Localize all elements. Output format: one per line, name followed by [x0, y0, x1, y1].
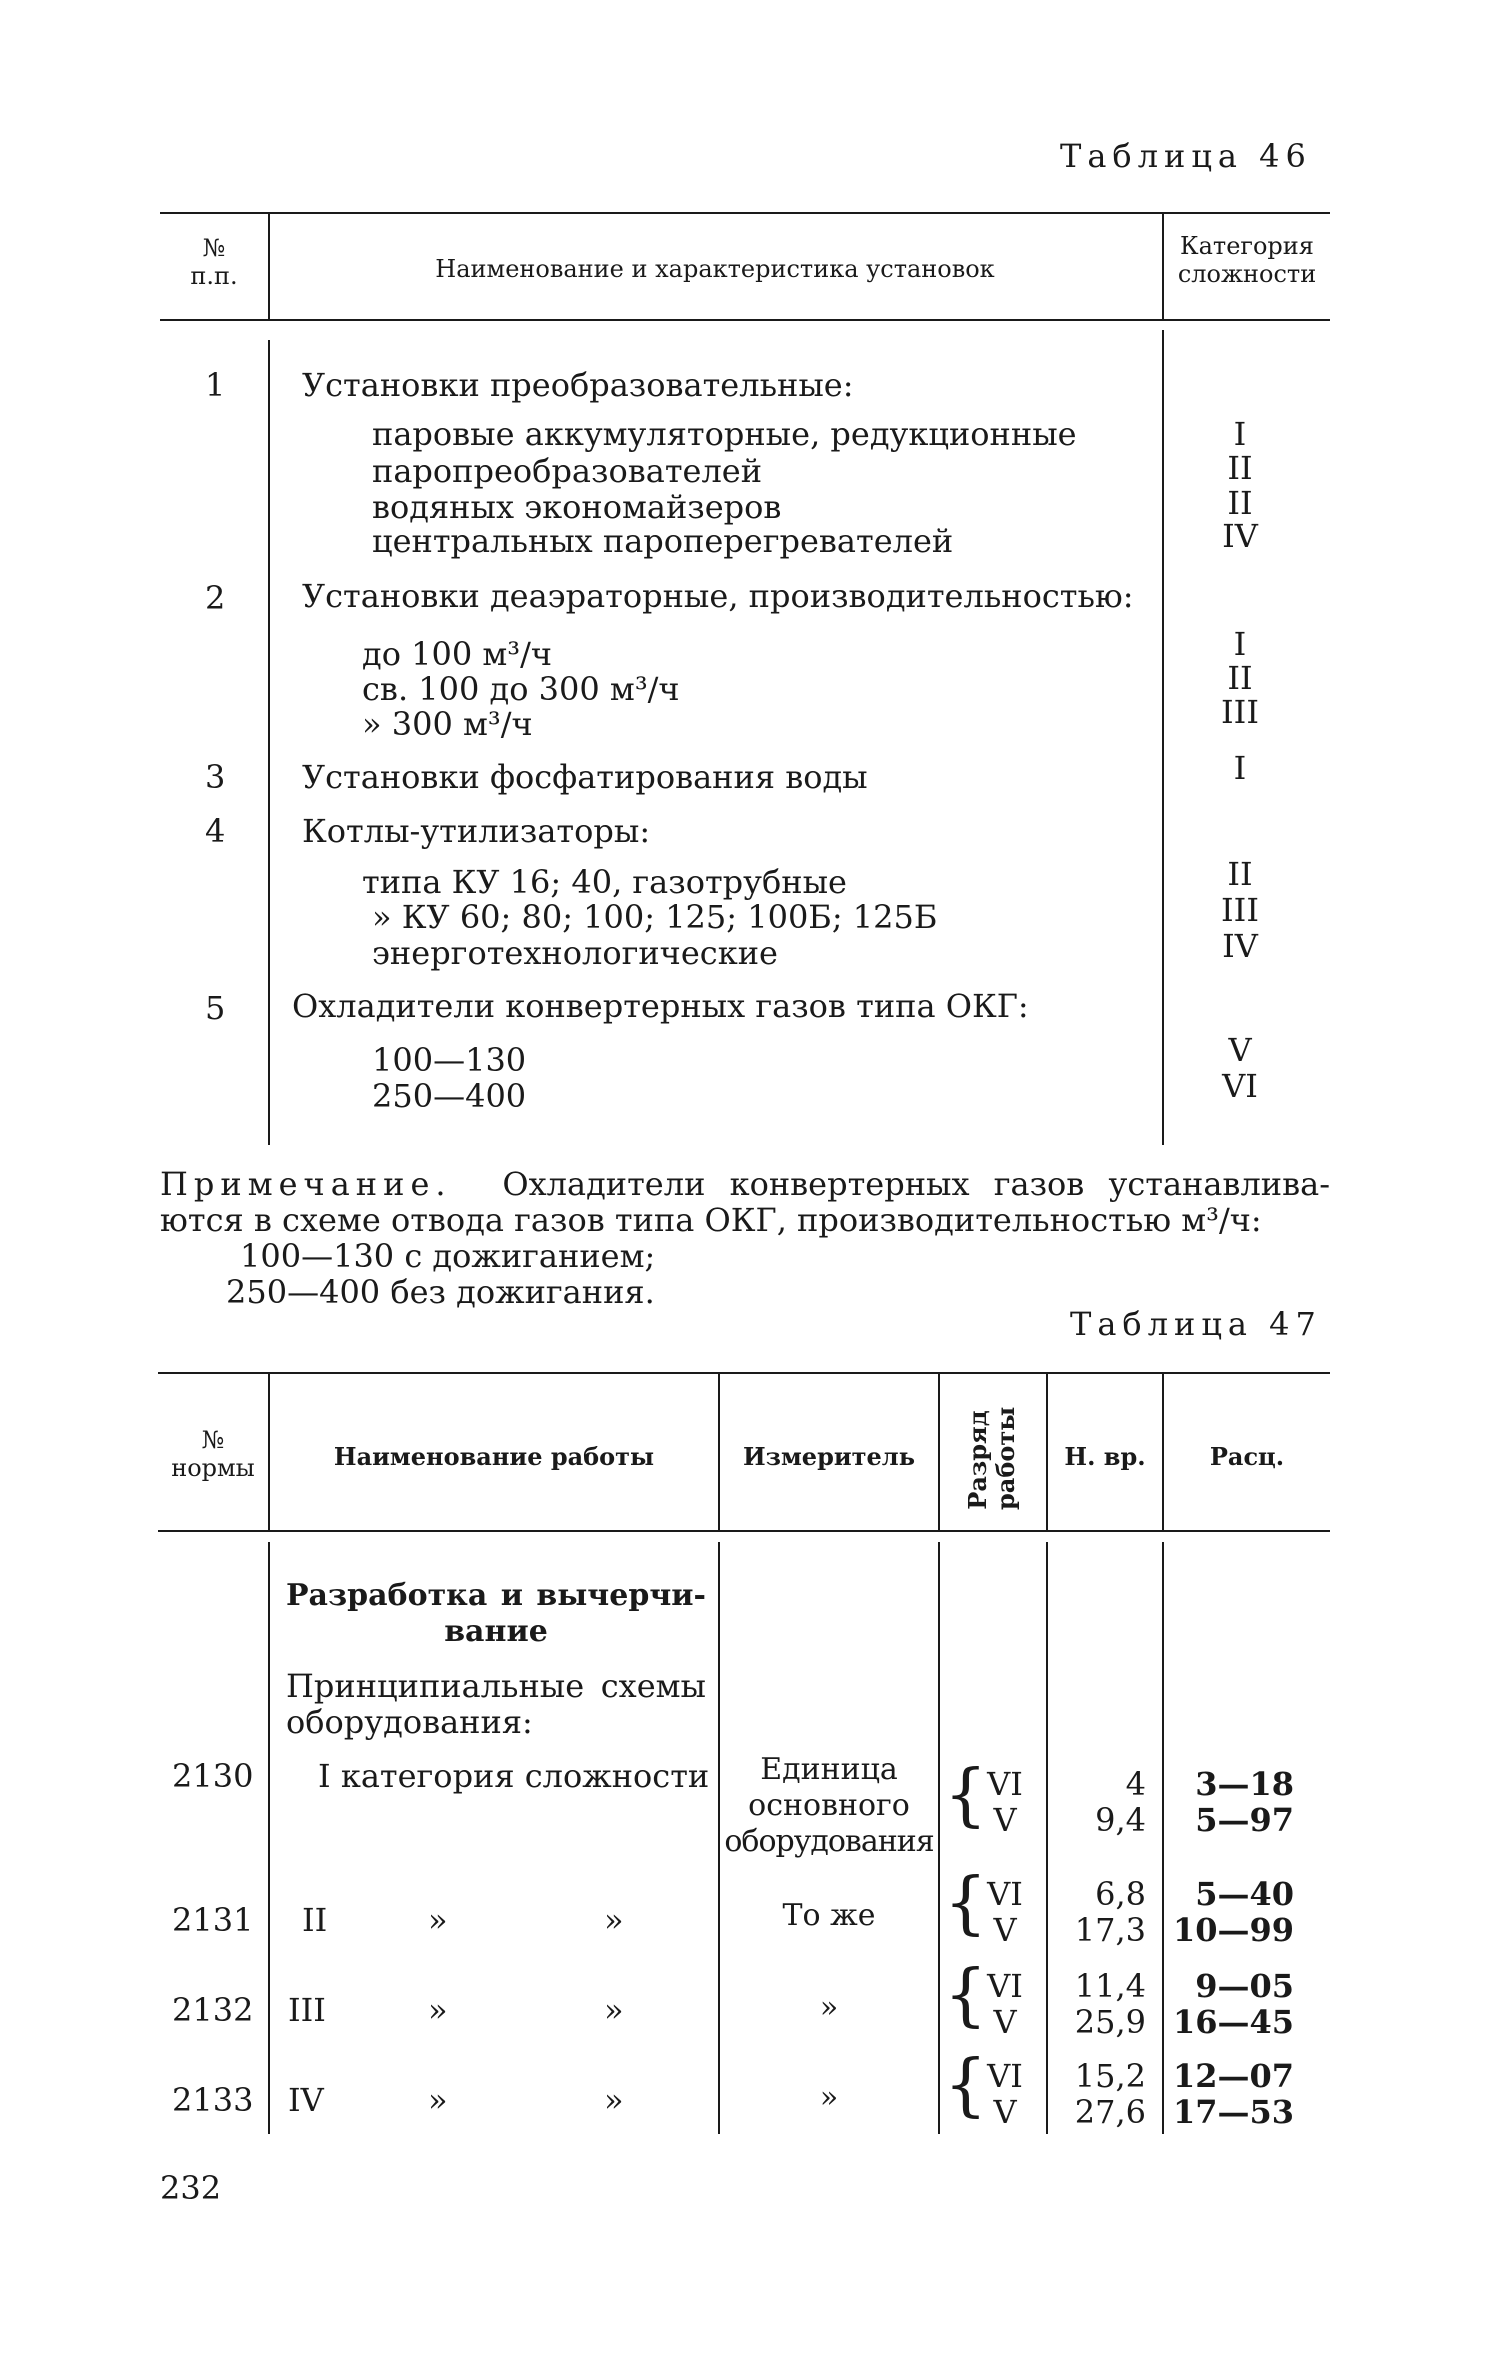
- table-47-row-2133-rate-2: 17—53: [1172, 2093, 1294, 2131]
- table-47-row-2132-unit: »: [819, 1990, 839, 2025]
- table-46-note-line-4: 250—400 без дожигания.: [226, 1273, 655, 1311]
- table-46-row-1-cat-1: I: [1233, 415, 1247, 453]
- table-47-row-2130-rate-2: 5—97: [1195, 1801, 1294, 1839]
- table-46-row-2-item-3: » 300 м³/ч: [362, 705, 533, 743]
- table-47-row-2131-grade-2: V: [993, 1911, 1017, 1949]
- table-46-row-5-cat-1: V: [1228, 1031, 1252, 1069]
- table-46-row-5-item-1: 100—130: [372, 1041, 527, 1079]
- table-47-row-2132-num: 2132: [172, 1991, 254, 2029]
- table-46-header-num: [160, 234, 268, 290]
- table-46-row-1-title: Установки преобразовательные:: [302, 366, 854, 404]
- table-47-header-work: Наименование работы: [333, 1442, 655, 1471]
- table-47-row-2133-rate-1: 12—07: [1172, 2057, 1294, 2095]
- table-47-header-time: Н. вр.: [1064, 1442, 1146, 1471]
- table-46-row-5-item-2: 250—400: [372, 1077, 527, 1115]
- table-47-row-2130-grade-1: VI: [987, 1765, 1023, 1803]
- table-46-header-name: Наименование и характеристика установок: [435, 255, 995, 283]
- table-47-header-grade: [963, 1406, 1020, 1510]
- table-47-row-2131-time-1: 6,8: [1095, 1875, 1146, 1913]
- table-47-subsection-line-2: оборудования:: [286, 1703, 533, 1741]
- header-category-line2: сложности: [1177, 260, 1317, 288]
- table-46-row-4-item-1: типа КУ 16; 40, газотрубные: [362, 863, 847, 901]
- table-46-row-1-item-3: водяных экономайзеров: [372, 488, 782, 526]
- table-47-row-2130-grade-2: V: [993, 1801, 1017, 1839]
- table-46-row-4-cat-3: IV: [1222, 927, 1258, 965]
- table-47-row-2133-work-2: »: [428, 2081, 448, 2119]
- table-46-body-divider-2: [1162, 330, 1164, 1145]
- table-46-row-4-cat-1: II: [1227, 855, 1253, 893]
- table-46-row-1-num: 1: [205, 366, 226, 404]
- table-47-row-2130-unit-3: оборудования: [724, 1824, 934, 1859]
- table-47-row-2132-time-2: 25,9: [1074, 2003, 1146, 2041]
- table-46-row-2-cat-1: I: [1233, 625, 1247, 663]
- table-47-header-norm: [158, 1426, 268, 1482]
- header-grade-line2: работы: [991, 1406, 1020, 1510]
- table-47-row-2132-time-1: 11,4: [1074, 1967, 1146, 2005]
- header-num-label: п.п.: [190, 262, 238, 290]
- table-46-row-5-title: Охладители конвертерных газов типа ОКГ:: [292, 987, 1029, 1025]
- table-46-row-2-title: Установки деаэраторные, производительностью:: [302, 577, 1134, 615]
- table-47-row-2132-work-2: »: [428, 1991, 448, 2029]
- table-47-row-2131-unit: То же: [782, 1898, 876, 1933]
- table-47-top-rule: [158, 1372, 1330, 1374]
- header-category-line1: Категория: [1180, 232, 1314, 260]
- table-46-row-3-cat: I: [1233, 749, 1247, 787]
- table-47-row-2131-rate-1: 5—40: [1195, 1875, 1294, 1913]
- table-47-row-2132-work-1: III: [288, 1991, 326, 2029]
- table-47-body-divider-3: [938, 1542, 940, 2134]
- table-47-row-2130-num: 2130: [172, 1757, 254, 1795]
- table-47-row-2130-time-1: 4: [1125, 1765, 1146, 1803]
- table-47-row-2130-unit-1: Единица: [760, 1752, 898, 1787]
- table-47-row-2131-rate-2: 10—99: [1172, 1911, 1294, 1949]
- page-number: 232: [160, 2169, 222, 2207]
- table-46-body-divider-1: [268, 340, 270, 1145]
- table-47-row-2132-work-3: »: [604, 1991, 624, 2029]
- table-47-row-2133-unit: »: [819, 2080, 839, 2115]
- table-46-row-3-num: 3: [205, 758, 226, 796]
- table-47-row-2130-unit-2: основного: [748, 1788, 910, 1823]
- table-47-section-title-line-2: вание: [444, 1614, 548, 1649]
- table-47-subsection-line-1: Принципиальные схемы: [286, 1667, 706, 1705]
- table-47-row-2133-time-2: 27,6: [1074, 2093, 1146, 2131]
- table-46-row-2-item-1: до 100 м³/ч: [362, 635, 553, 673]
- table-47-row-2131-num: 2131: [172, 1901, 254, 1939]
- table-46-row-1-cat-2: II: [1227, 449, 1253, 487]
- table-47-row-2132-grade-2: V: [993, 2003, 1017, 2041]
- table-47-row-2131-work-1: II: [302, 1901, 328, 1939]
- table-46-header-category: [1164, 232, 1330, 288]
- table-46-row-4-item-2: » КУ 60; 80; 100; 125; 100Б; 125Б: [372, 898, 938, 936]
- table-47-section-title-line-1: Разработка и вычерчи-: [286, 1578, 706, 1613]
- table-47-row-2132-rate-1: 9—05: [1195, 1967, 1294, 2005]
- table-47-row-2130-work: I категория сложности: [318, 1757, 710, 1795]
- table-46-row-4-item-3: энерготехнологические: [372, 934, 778, 972]
- table-47-header-divider-3: [938, 1374, 940, 1530]
- table-47-row-2133-work-3: »: [604, 2081, 624, 2119]
- table-46-row-2-cat-2: II: [1227, 659, 1253, 697]
- table-46-row-1-cat-3: II: [1227, 484, 1253, 522]
- table-47-row-2131-time-2: 17,3: [1074, 1911, 1146, 1949]
- table-47-row-2130-time-2: 9,4: [1095, 1801, 1146, 1839]
- table-47-row-2132-rate-2: 16—45: [1172, 2003, 1294, 2041]
- table-46-note-line-1: [160, 1166, 1330, 1203]
- table-46-row-3-title: Установки фосфатирования воды: [302, 758, 868, 796]
- table-47-row-2133-num: 2133: [172, 2081, 254, 2119]
- table-46-note-line-2: ются в схеме отвода газов типа ОКГ, производительностью м³/ч:: [160, 1201, 1262, 1239]
- table-47-row-2133-work-1: IV: [288, 2081, 324, 2119]
- table-46-row-2-cat-3: III: [1221, 693, 1259, 731]
- table-47-row-2131-work-2: »: [428, 1901, 448, 1939]
- table-46-row-2-num: 2: [205, 579, 226, 617]
- header-norm-symbol: №: [201, 1426, 225, 1454]
- table-46-top-rule: [160, 212, 1330, 214]
- table-47-row-2132-brace: {: [944, 1956, 988, 2035]
- table-46-row-1-item-2: паропреобразователей: [372, 452, 763, 490]
- table-47-row-2131-brace: {: [944, 1864, 988, 1943]
- table-47-row-2130-brace: {: [944, 1756, 988, 1835]
- table-46-row-4-cat-2: III: [1221, 891, 1259, 929]
- table-46-row-1-item-1: паровые аккумуляторные, редукционные: [372, 415, 1077, 453]
- table-46-row-5-num: 5: [205, 989, 226, 1027]
- table-46-row-4-title: Котлы-утилизаторы:: [302, 812, 651, 850]
- note-prefix: Примечание.: [160, 1165, 452, 1203]
- table-46-row-4-num: 4: [205, 812, 226, 850]
- table-47-header-rate: Расц.: [1209, 1442, 1285, 1471]
- table-47-body-divider-1: [268, 1542, 270, 2134]
- table-47-row-2131-grade-1: VI: [987, 1875, 1023, 1913]
- table-46-caption: Таблица 46: [1060, 137, 1312, 175]
- table-46-note-line-3: 100—130 с дожиганием;: [240, 1237, 656, 1275]
- table-47-row-2132-grade-1: VI: [987, 1967, 1023, 2005]
- table-46-row-2-item-2: св. 100 до 300 м³/ч: [362, 670, 680, 708]
- table-46-row-1-item-4: центральных пароперегревателей: [372, 522, 954, 560]
- table-47-row-2131-work-3: »: [604, 1901, 624, 1939]
- table-47-caption: Таблица 47: [1070, 1305, 1322, 1343]
- table-47-header-rule: [158, 1530, 1330, 1532]
- table-46-header-rule: [160, 319, 1330, 321]
- header-norm-label: нормы: [171, 1454, 255, 1482]
- table-46-row-5-cat-2: VI: [1222, 1067, 1258, 1105]
- table-46-row-1-cat-4: IV: [1222, 517, 1258, 555]
- table-47-row-2133-grade-2: V: [993, 2093, 1017, 2131]
- header-num-symbol: №: [202, 234, 226, 262]
- note-line1-rest: Охладители конвертерных газов устанавлива-: [502, 1165, 1330, 1203]
- table-47-row-2133-time-1: 15,2: [1074, 2057, 1146, 2095]
- table-47-row-2133-grade-1: VI: [987, 2057, 1023, 2095]
- table-47-header-unit: Измеритель: [742, 1442, 916, 1471]
- table-47-row-2133-brace: {: [944, 2046, 988, 2125]
- table-47-row-2130-rate-1: 3—18: [1195, 1765, 1294, 1803]
- header-grade-line1: Разряд: [963, 1410, 992, 1510]
